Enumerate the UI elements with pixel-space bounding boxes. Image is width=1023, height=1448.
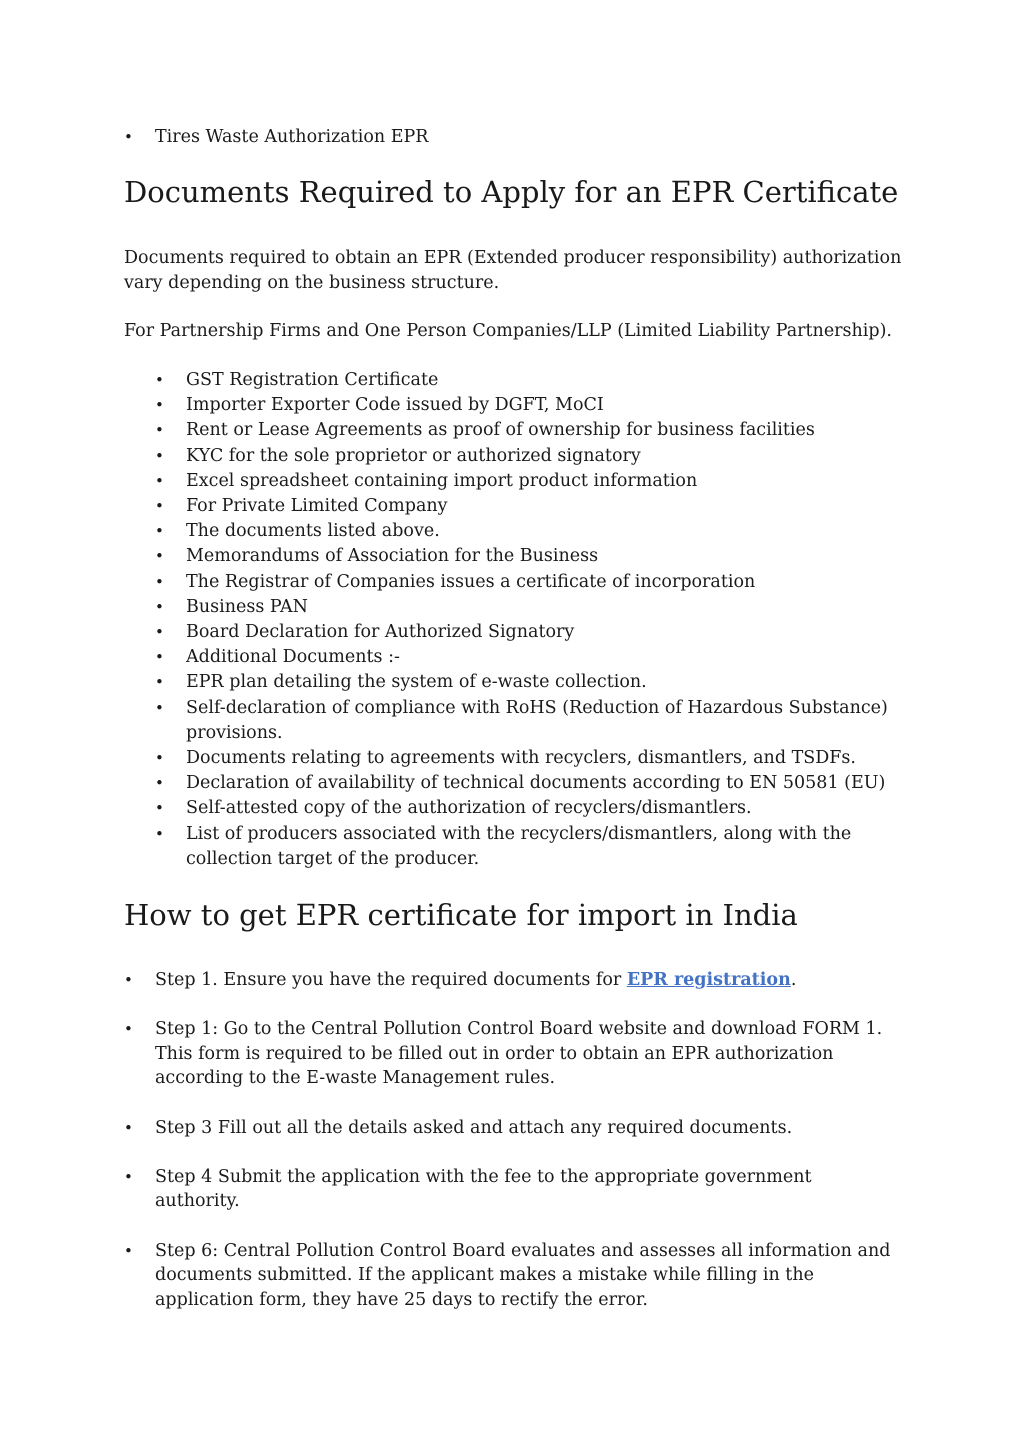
list-item: • Declaration of availability of technical documents according to EN 50581 (EU) <box>186 771 906 796</box>
list-item: • KYC for the sole proprietor or authorized signatory <box>186 444 906 469</box>
list-item: • Memorandums of Association for the Business <box>186 544 906 569</box>
list-item: • Board Declaration for Authorized Signatory <box>186 620 906 645</box>
list-item: • List of producers associated with the recyclers/dismantlers, along with the collection target of the producer. <box>186 822 906 872</box>
list-item: • GST Registration Certificate <box>186 368 906 393</box>
step-item: • Step 4 Submit the application with the fee to the appropriate government authority. <box>155 1165 900 1214</box>
list-item: • Additional Documents :- <box>186 645 906 670</box>
section1-heading: Documents Required to Apply for an EPR Certificate <box>124 175 899 209</box>
list-item: • For Private Limited Company <box>186 494 906 519</box>
list-item: • Importer Exporter Code issued by DGFT, MoCI <box>186 393 906 418</box>
section1-intro: Documents required to obtain an EPR (Extended producer responsibility) authorization vary depending on the business structure. <box>124 248 902 293</box>
list-item: • Rent or Lease Agreements as proof of ownership for business facilities <box>186 418 906 443</box>
list-item: • The documents listed above. <box>186 519 906 544</box>
list-item: • Self-declaration of compliance with RoHS (Reduction of Hazardous Substance) provisions. <box>186 696 906 746</box>
list-item: • The Registrar of Companies issues a certificate of incorporation <box>186 570 906 595</box>
section2-heading: How to get EPR certificate for import in India <box>124 898 798 932</box>
top-bullet-text: Tires Waste Authorization EPR <box>155 127 429 147</box>
list-item: • Business PAN <box>186 595 906 620</box>
bullet-icon: • <box>124 128 133 146</box>
step-item: • Step 6: Central Pollution Control Board evaluates and assesses all information and documents submitted. If the applicant makes a mistake while filling in the application form, they have 25 days to rectify the error. <box>155 1239 900 1313</box>
step-item <box>155 968 900 993</box>
step1-text: Step 1. Ensure you have the required documents for <box>155 970 627 990</box>
list-item: • EPR plan detailing the system of e-waste collection. <box>186 670 906 695</box>
list-item: • Documents relating to agreements with recyclers, dismantlers, and TSDFs. <box>186 746 906 771</box>
step1-suffix: . <box>790 970 797 990</box>
list-item: • Self-attested copy of the authorization of recyclers/dismantlers. <box>186 796 906 821</box>
section1-subintro: For Partnership Firms and One Person Companies/LLP (Limited Liability Partnership). <box>124 321 892 341</box>
steps-list <box>155 968 900 1337</box>
list-item: • Excel spreadsheet containing import product information <box>186 469 906 494</box>
step-item: • Step 1: Go to the Central Pollution Control Board website and download FORM 1. This form is required to be filled out in order to obtain an EPR authorization according to the E-waste Management rules. <box>155 1017 900 1091</box>
epr-registration-link[interactable]: EPR registration <box>626 970 791 990</box>
top-bullet-item <box>124 125 429 150</box>
step-item: • Step 3 Fill out all the details asked and attach any required documents. <box>155 1116 900 1141</box>
documents-list <box>186 368 906 872</box>
